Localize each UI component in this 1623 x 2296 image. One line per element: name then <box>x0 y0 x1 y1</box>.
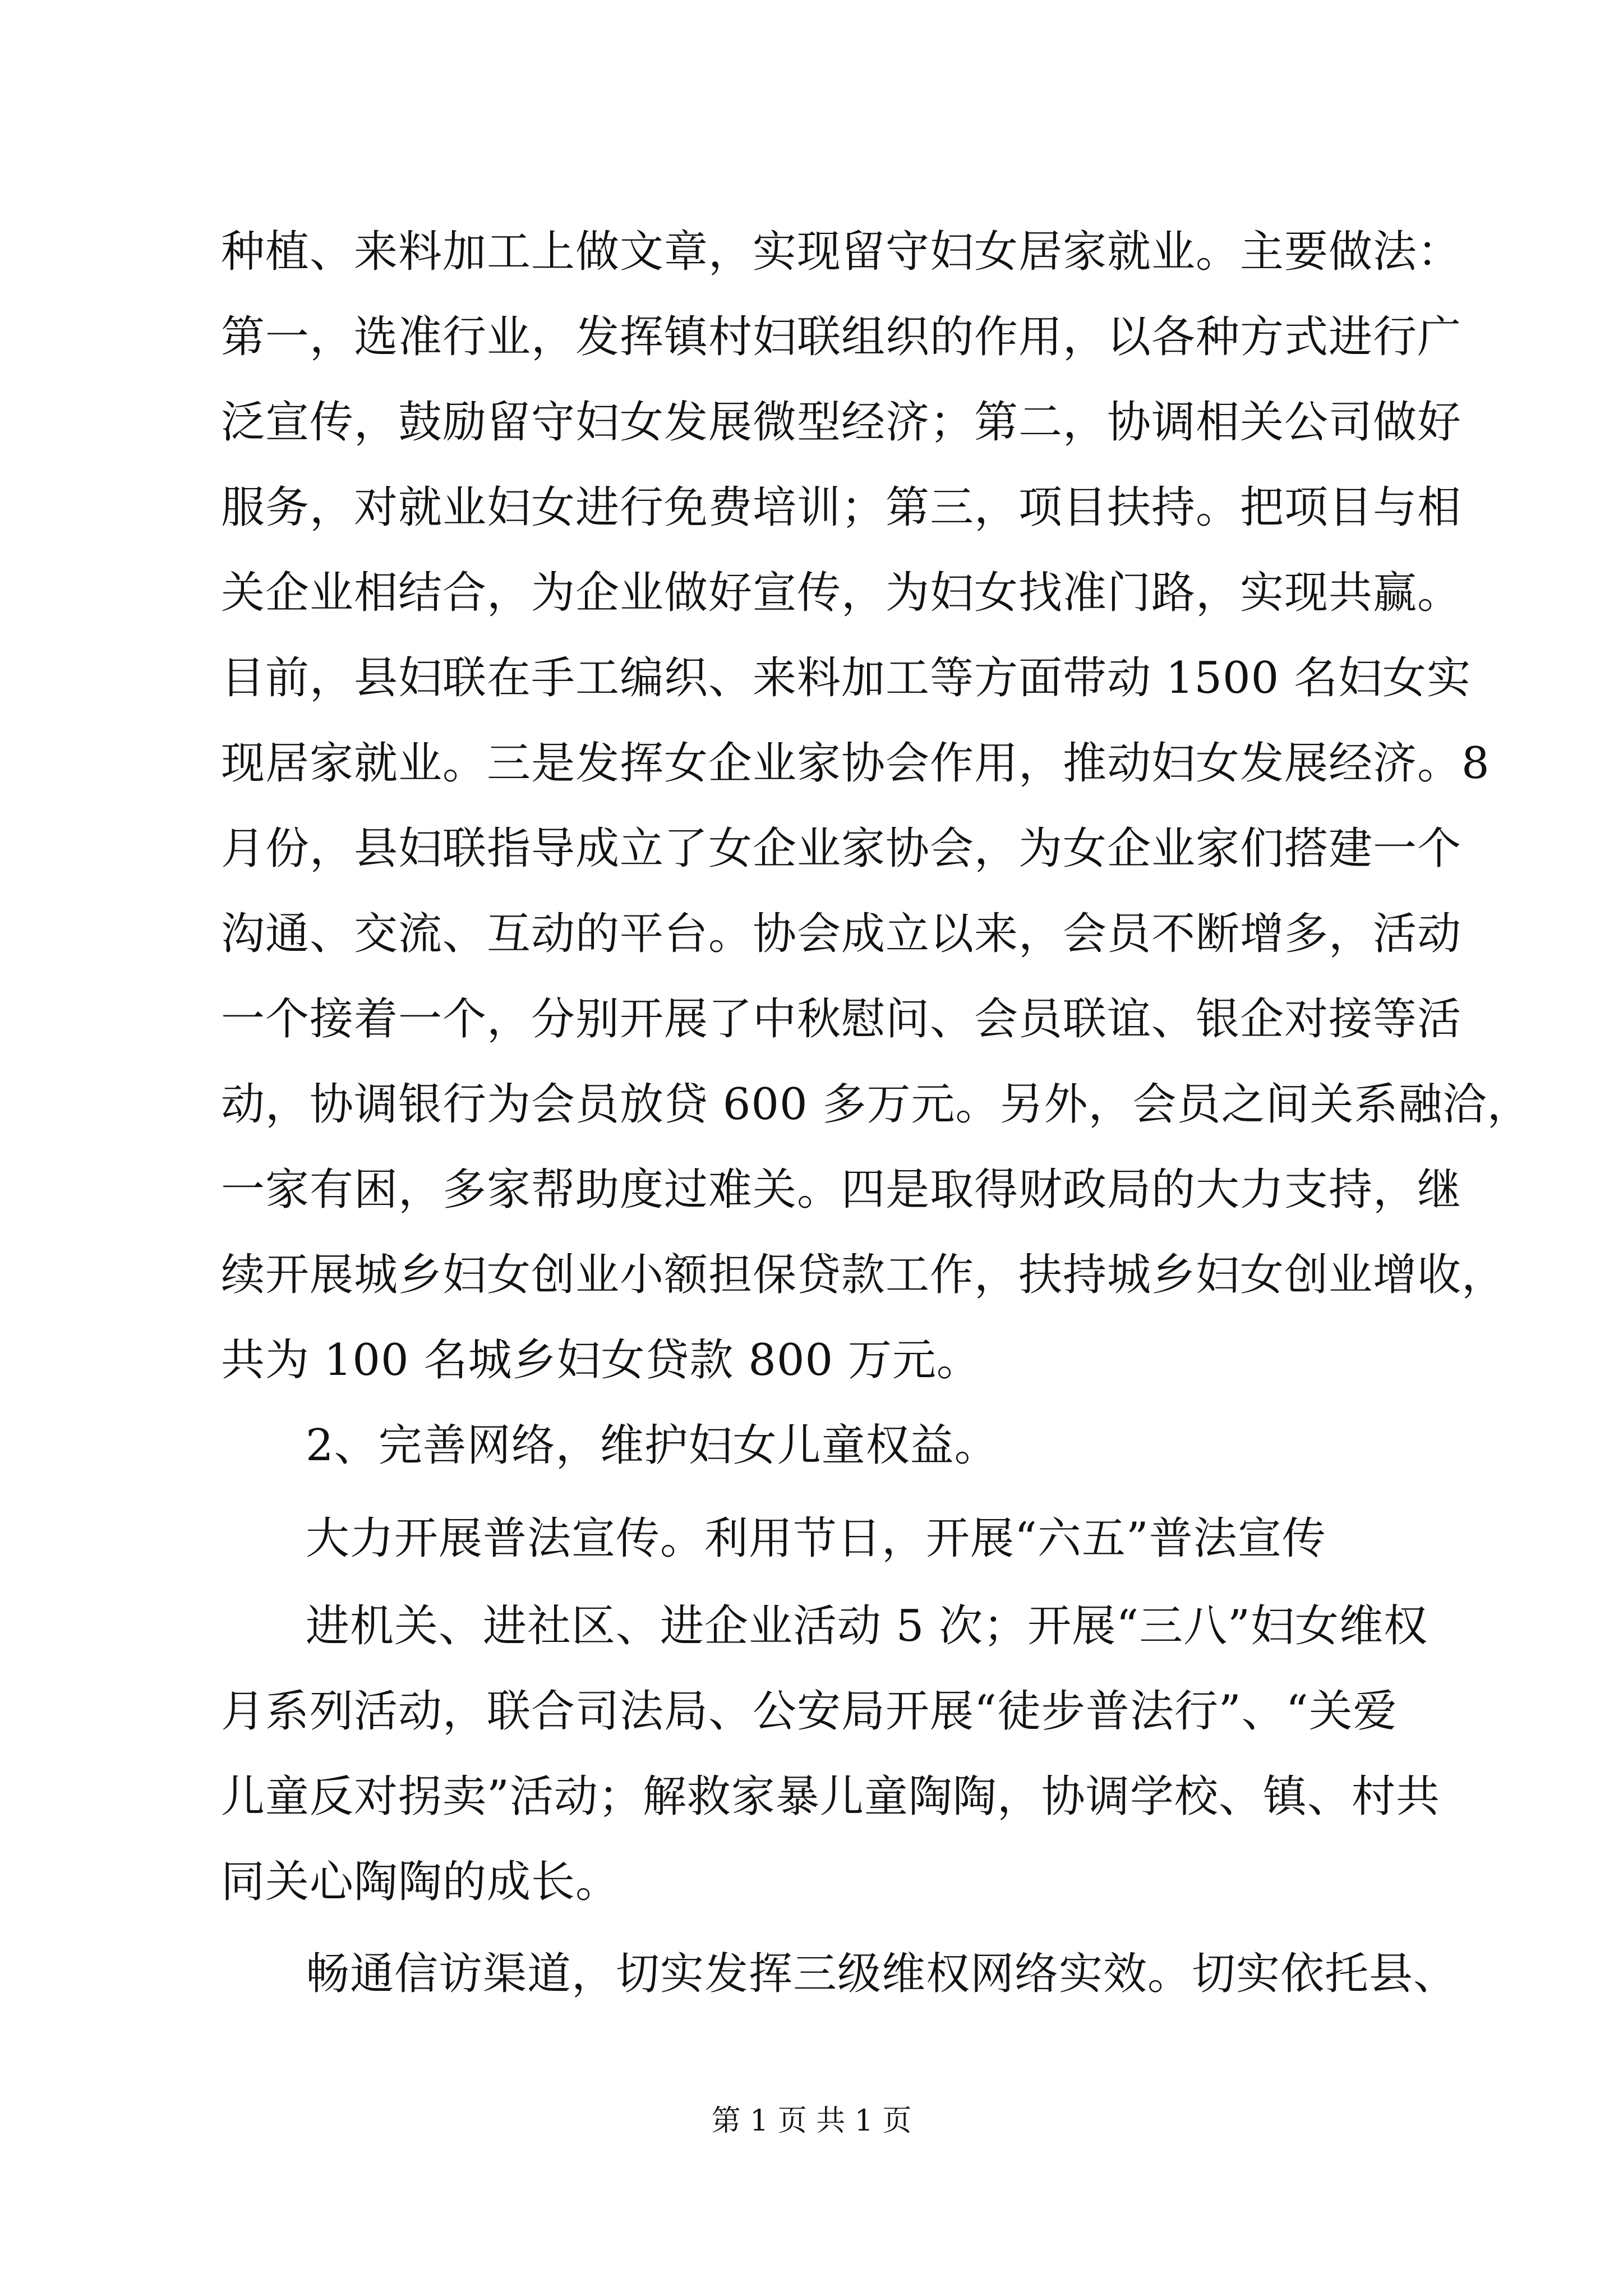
body-text-line: 一个接着一个，分别开展了中秋慰问、会员联谊、银企对接等活 <box>221 994 1462 1045</box>
body-text-line: 关企业相结合，为企业做好宣传，为妇女找准门路，实现共赢。 <box>221 568 1462 618</box>
body-text-line: 现居家就业。三是发挥女企业家协会作用，推动妇女发展经济。8 <box>221 738 1490 789</box>
body-text-line: 目前，县妇联在手工编织、来料加工等方面带动 1500 名妇女实 <box>221 653 1472 703</box>
page-footer: 第 1 页 共 1 页 <box>711 2104 912 2138</box>
body-text-line: 续开展城乡妇女创业小额担保贷款工作，扶持城乡妇女创业增收， <box>221 1250 1506 1300</box>
body-text-line: 动，协调银行为会员放贷 600 多万元。另外，会员之间关系融洽， <box>221 1079 1532 1130</box>
body-text-line: 月份，县妇联指导成立了女企业家协会，为女企业家们搭建一个 <box>221 823 1462 874</box>
paragraph-first-line: 大力开展普法宣传。利用节日，开展“六五”普法宣传 <box>306 1513 1326 1564</box>
body-text-line: 儿童反对拐卖”活动；解救家暴儿童陶陶，协调学校、镇、村共 <box>221 1772 1440 1822</box>
body-text-line: 同关心陶陶的成长。 <box>221 1857 620 1907</box>
body-text-line: 进机关、进社区、进企业活动 5 次；开展“三八”妇女维权 <box>306 1601 1428 1651</box>
body-text-line: 共为 100 名城乡妇女贷款 800 万元。 <box>221 1335 981 1386</box>
body-text-line: 第一，选准行业，发挥镇村妇联组织的作用，以各种方式进行广 <box>221 312 1462 362</box>
body-text-line: 泛宣传，鼓励留守妇女发展微型经济；第二，协调相关公司做好 <box>221 397 1462 448</box>
body-text-line: 月系列活动，联合司法局、公安局开展“徒步普法行”、“关爱 <box>221 1686 1398 1737</box>
body-text-line: 一家有困，多家帮助度过难关。四是取得财政局的大力支持，继 <box>221 1165 1462 1215</box>
paragraph-first-line: 畅通信访渠道，切实发挥三级维权网络实效。切实依托县、 <box>306 1949 1458 1999</box>
section-heading: 2、完善网络，维护妇女儿童权益。 <box>306 1420 999 1471</box>
body-text-line: 服务，对就业妇女进行免费培训；第三，项目扶持。把项目与相 <box>221 482 1462 533</box>
body-text-line: 沟通、交流、互动的平台。协会成立以来，会员不断增多，活动 <box>221 909 1462 959</box>
body-text-line: 种植、来料加工上做文章，实现留守妇女居家就业。主要做法： <box>221 227 1462 277</box>
